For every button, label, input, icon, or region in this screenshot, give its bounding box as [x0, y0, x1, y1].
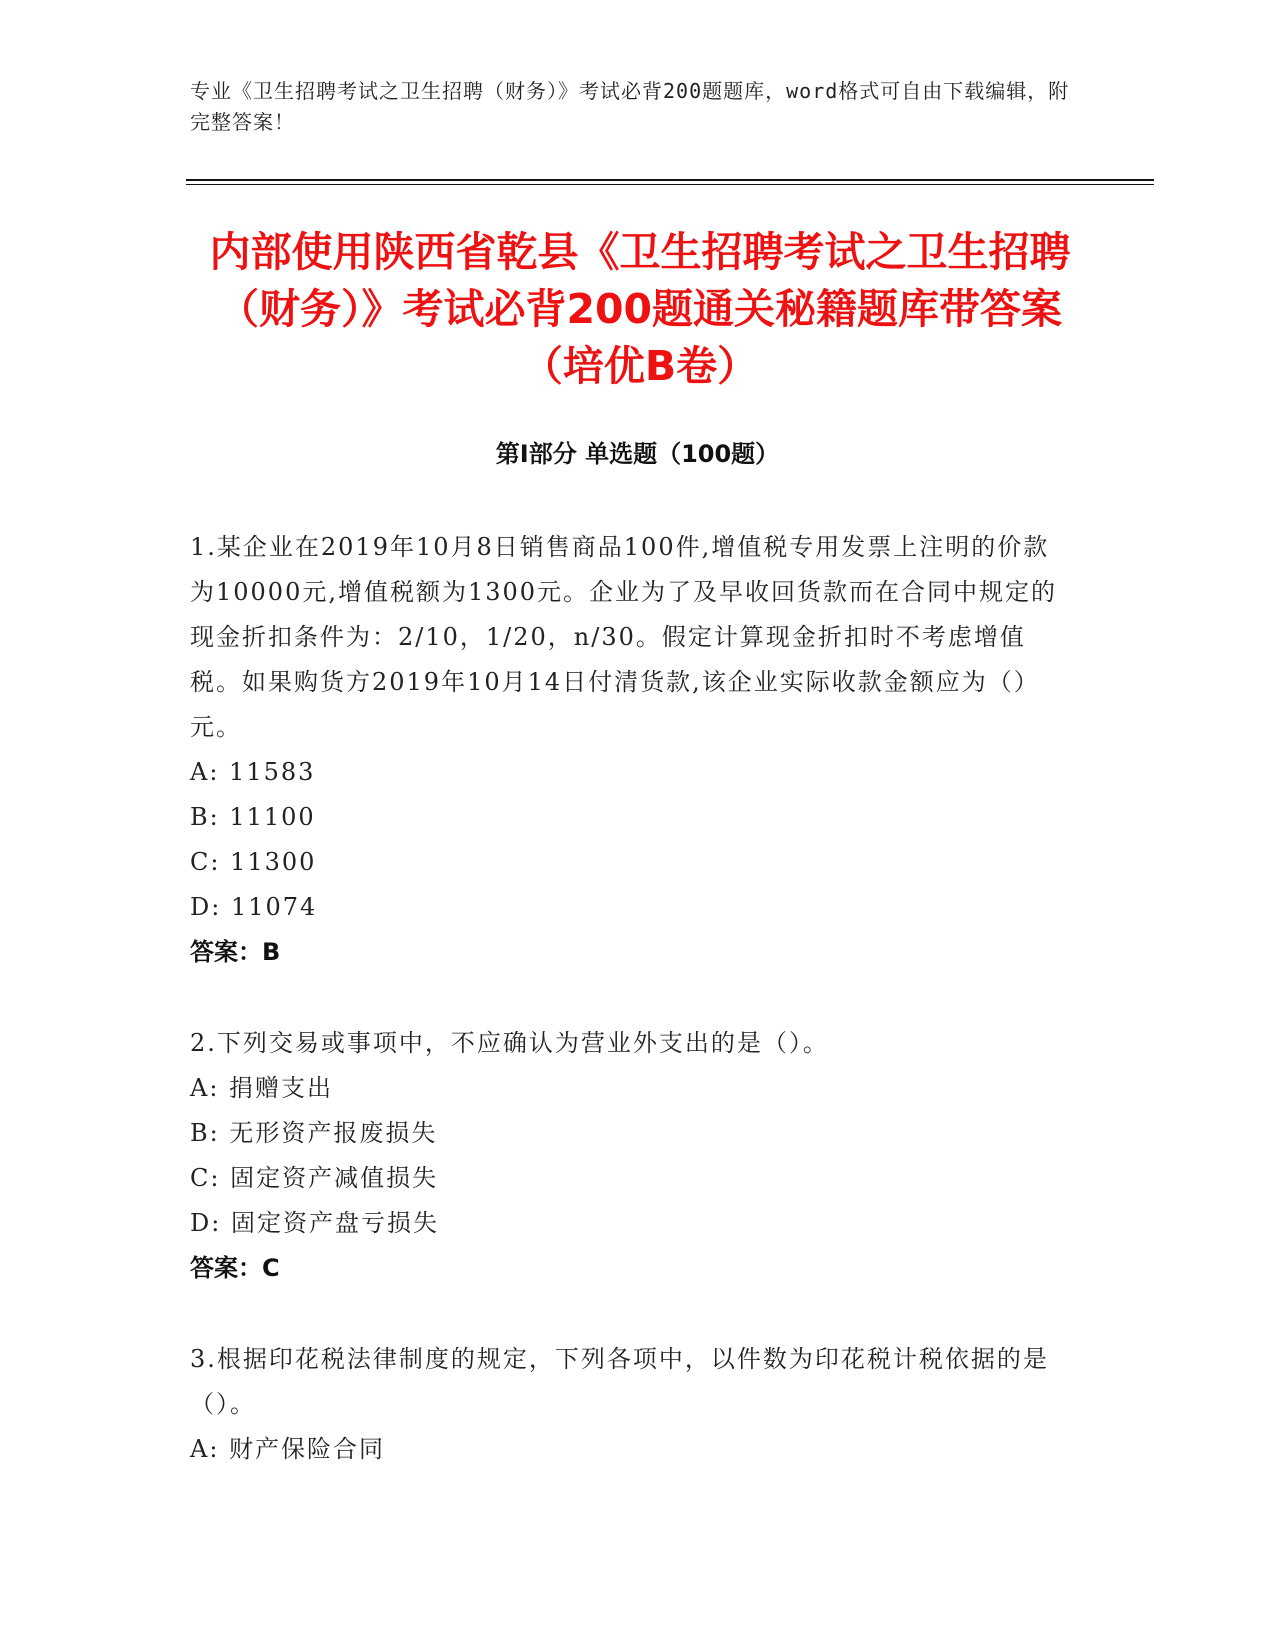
- section-heading: 第Ⅰ部分 单选题（100题）: [495, 440, 780, 468]
- question-stem: 1.某企业在2019年10月8日销售商品100件,增值税专用发票上注明的价款为10000元,增值税额为1300元。企业为了及早收回货款而在合同中规定的现金折扣条件为：2/10，1/20，n/30。假定计算现金折扣时不考虑增值税。如果购货方2019年10月14日付清货款,该企业实际收款金额应为（）元。: [190, 533, 1058, 741]
- answer-text: 答案：B: [190, 938, 281, 966]
- header-rule-thick: [186, 179, 1154, 181]
- option-a: A: 财产保险合同: [190, 1435, 386, 1463]
- question-stem: 3.根据印花税法律制度的规定，下列各项中，以件数为印花税计税依据的是（）。: [190, 1345, 1049, 1418]
- question-3: [190, 1337, 1070, 1472]
- document-title: 内部使用陕西省乾县《卫生招聘考试之卫生招聘（财务）》考试必背200题通关秘籍题库带答案（培优B卷）: [209, 228, 1071, 390]
- option-c: C: 11300: [190, 848, 317, 876]
- option-d: D: 11074: [190, 893, 318, 921]
- question-2: [190, 1021, 1070, 1291]
- option-c: C: 固定资产减值损失: [190, 1164, 439, 1192]
- question-list: [190, 525, 1070, 1518]
- option-a: A: 11583: [190, 758, 316, 786]
- option-d: D: 固定资产盘亏损失: [190, 1209, 439, 1237]
- question-1: [190, 525, 1070, 975]
- header-note: 专业《卫生招聘考试之卫生招聘（财务）》考试必背200题题库，word格式可自由下载编辑，附完整答案！: [190, 79, 1070, 134]
- option-b: B: 11100: [190, 803, 316, 831]
- option-b: B: 无形资产报废损失: [190, 1119, 438, 1147]
- option-a: A: 捐赠支出: [190, 1074, 334, 1102]
- question-stem: 2.下列交易或事项中，不应确认为营业外支出的是（）。: [190, 1029, 829, 1057]
- header-rule-thin: [186, 184, 1154, 185]
- answer-text: 答案：C: [190, 1254, 280, 1282]
